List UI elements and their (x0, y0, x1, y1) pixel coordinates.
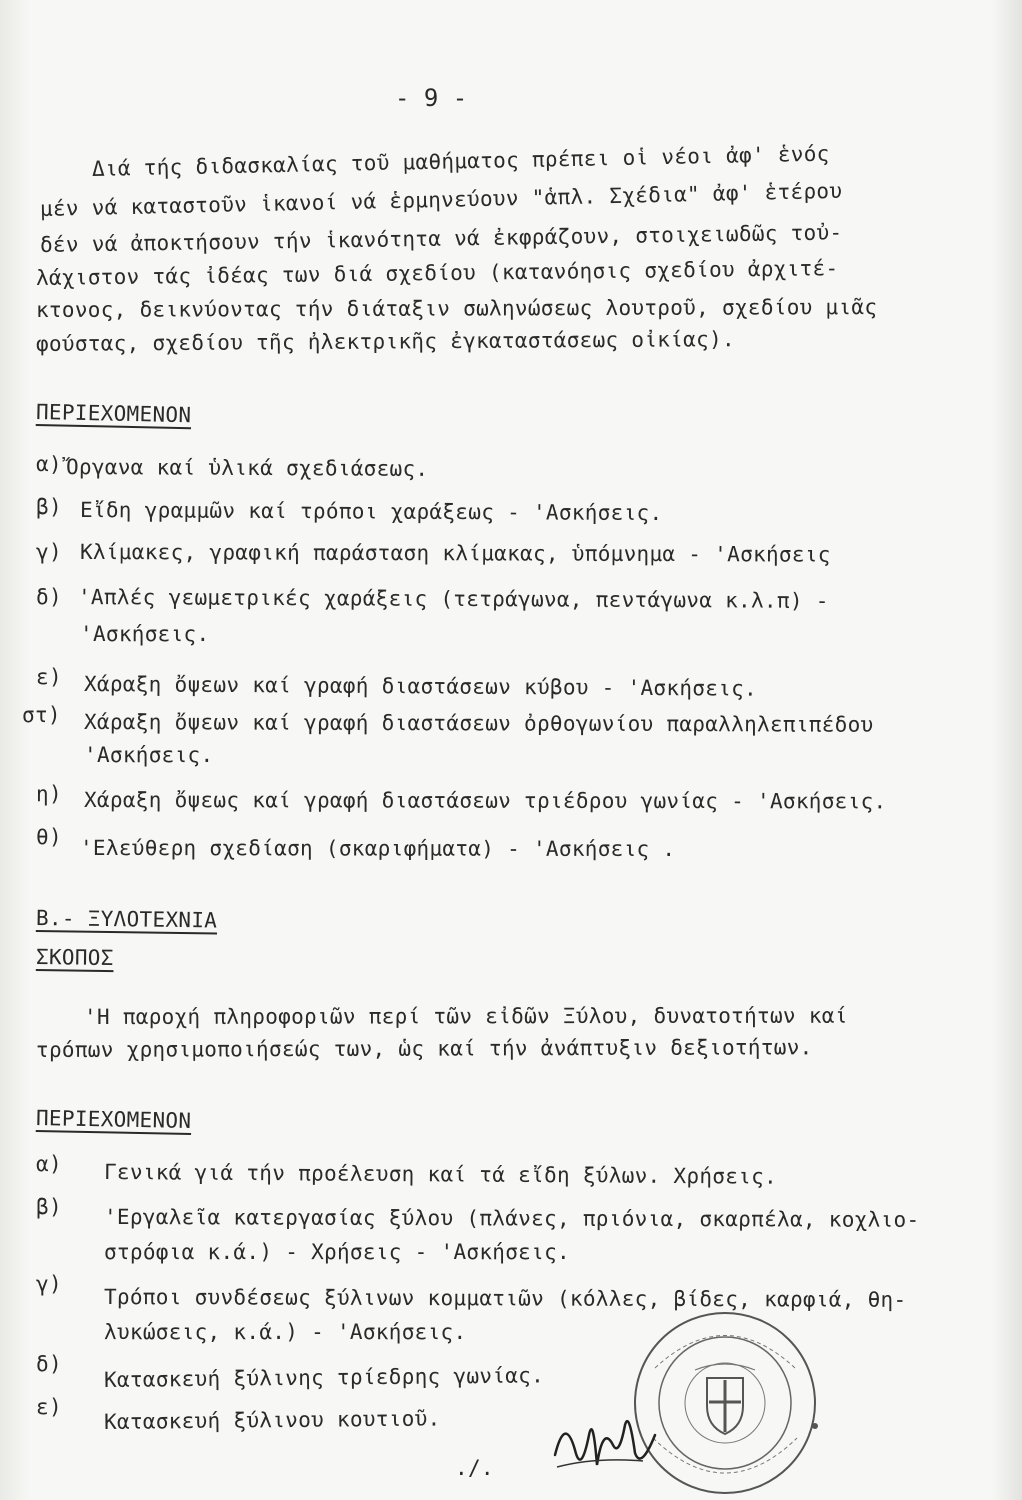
list-item-continuation: λυκώσεις, κ.ά.) - 'Ασκήσεις. (104, 1320, 467, 1344)
list-item: Κατασκευή ξύλινου κουτιοῦ. (103, 1406, 441, 1434)
list-item: Ὄργανα καί ὑλικά σχεδιάσεως. (65, 455, 429, 481)
list-marker: ε) (36, 1395, 62, 1419)
list-item: Κλίμακες, γραφική παράσταση κλίμακας, ὑπόμνημα - 'Ασκήσεις (79, 540, 831, 567)
list-item: Χάραξη ὄψεων καί γραφή διαστάσεων ὀρθογωνίου παραλληλεπιπέδου (83, 710, 874, 737)
page-number: - 9 - (395, 84, 468, 112)
intro-line: μέν νά καταστοῦν ἱκανοί νά ἑρμηνεύουν "ἁπλ. Σχέδια" ἀφ' ἑτέρου (39, 178, 843, 221)
intro-line: Διά τής διδασκαλίας τοῦ μαθήματος πρέπει οἱ νέοι ἀφ' ἑνός (91, 141, 830, 181)
handwritten-signature (545, 1395, 685, 1485)
list-marker: γ) (36, 540, 62, 564)
list-item-continuation: στρόφια κ.ά.) - Χρήσεις - 'Ασκήσεις. (104, 1240, 570, 1264)
list-item: Χάραξη ὄψεως καί γραφή διαστάσεων τριέδρου γωνίας - 'Ασκήσεις. (83, 788, 887, 814)
list-marker: β) (36, 495, 62, 519)
list-item: Γενικά γιά τήν προέλευση καί τά εἴδη ξύλων. Χρήσεις. (103, 1160, 778, 1189)
list-item-continuation: 'Ασκήσεις. (80, 622, 210, 646)
continuation-mark: ./. (455, 1456, 494, 1480)
purpose-heading: ΣΚΟΠΟΣ (35, 945, 114, 971)
list-marker: γ) (36, 1272, 62, 1296)
list-item-continuation: 'Ασκήσεις. (84, 743, 214, 767)
intro-line: δέν νά ἀποκτήσουν τήν ἱκανότητα νά ἐκφράζουν, στοιχειωδῶς τοὐ- (39, 220, 843, 257)
purpose-line: τρόπων χρησιμοποιήσεώς των, ὡς καί τήν ἀνάπτυξιν δεξιοτήτων. (35, 1035, 813, 1062)
contents-heading: ΠΕΡΙΕΧΟΜΕΝΟΝ (35, 400, 192, 428)
list-item: 'Ελεύθερη σχεδίαση (σκαριφήματα) - 'Ασκήσεις . (79, 836, 676, 862)
list-marker: δ) (36, 585, 62, 609)
list-item: Κατασκευή ξύλινης τρίεδρης γωνίας. (103, 1363, 545, 1392)
list-marker: α) (35, 452, 62, 477)
contents-heading: ΠΕΡΙΕΧΟΜΕΝΟΝ (35, 1106, 192, 1133)
purpose-line: 'Η παροχή πληροφοριῶν περί τῶν εἰδῶν Ξύλου, δυνατοτήτων καί (83, 1003, 848, 1029)
list-marker: δ) (36, 1352, 62, 1376)
list-item: Εἴδη γραμμῶν καί τρόποι χαράξεως - 'Ασκήσεις. (79, 498, 663, 526)
list-item: 'Απλές γεωμετρικές χαράξεις (τετράγωνα, πεντάγωνα κ.λ.π) - (77, 585, 829, 613)
list-marker: β) (36, 1195, 62, 1219)
list-marker: η) (36, 782, 62, 806)
list-item: Χάραξη ὄψεων καί γραφή διαστάσεων κύβου - 'Ασκήσεις. (83, 672, 758, 701)
section-heading: Β.- ΞΥΛΟΤΕΧΝΙΑ (35, 906, 218, 933)
intro-line: φούστας, σχεδίου τῆς ἠλεκτρικῆς ἐγκαταστάσεως οἰκίας). (35, 327, 736, 356)
intro-line: λάχιστον τάς ἰδέας των διά σχεδίου (κατανόησις σχεδίου ἀρχιτέ- (35, 256, 839, 290)
list-marker: α) (36, 1152, 62, 1176)
list-item: 'Εργαλεῖα κατεργασίας ξύλου (πλάνες, πριόνια, σκαρπέλα, κοχλιο- (103, 1205, 920, 1232)
list-marker: στ) (22, 703, 61, 727)
list-marker: ε) (36, 665, 62, 689)
intro-line: κτονος, δεικνύοντας τήν διάταξιν σωληνώσεως λουτροῦ, σχεδίου μιᾶς (35, 295, 878, 322)
list-marker: θ) (36, 825, 62, 849)
list-item: Τρόποι συνδέσεως ξύλινων κομματιῶν (κόλλες, βίδες, καρφιά, θη- (103, 1285, 907, 1312)
